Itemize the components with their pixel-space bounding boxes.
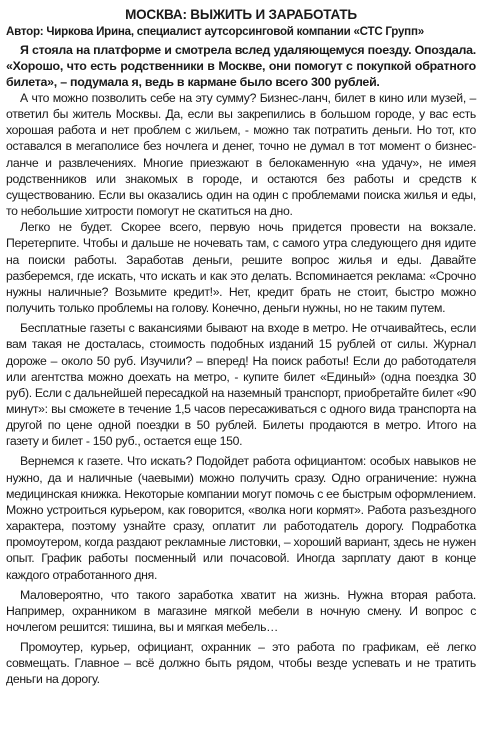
article-paragraph: А что можно позволить себе на эту сумму? Бизнес-ланч, билет в кино или музей, – ответил бы житель Москвы. Да, если вы закрепились в большом городе, у вас есть хорошая работа и нет проблем с жильем, - можно так потратить деньги. Но тот, кто оставался в мегаполисе без ночлега и денег, точно не думал в тот момент о бизнес-ланче и развлечениях. Многие приезжают в белокаменную «на удачу», не имея родственников или знакомых в городе, и остаются без работы и средств к существованию. Если вы оказались один на один с проблемами поиска жилья и еды, то небольшие хитрости помогут не скатиться на дно.	[6, 91, 476, 219]
article-paragraph: Маловероятно, что такого заработка хватит на жизнь. Нужна вторая работа. Например, охранником в магазине мягкой мебели в ночную смену. И вопрос с ночлегом решится: тишина, вы и мягкая мебель…	[6, 587, 476, 634]
article-paragraph: Вернемся к газете. Что искать? Подойдет работа официантом: особых навыков не нужно, да и наличные (чаевыми) можно получить сразу. Одно ограничение: нужна медицинская книжка. Некоторые компании могут помочь с ее быстрым оформлением. Можно устроиться курьером, как говорится, «волка ноги кормят». Работа разъездного характера, поэтому узнайте сразу, оплатит ли работодатель дорогу. Подработка промоутером, когда раздают рекламные листовки, – хороший вариант, здесь не нужен опыт. График работы посменный или почасовой. Иногда зарплату дают в конце каждого отработанного дня.	[6, 454, 476, 582]
article-title: МОСКВА: ВЫЖИТЬ И ЗАРАБОТАТЬ	[125, 7, 357, 22]
article-paragraph: Легко не будет. Скорее всего, первую ночь придется провести на вокзале. Перетерпите. Чтобы и дальше не ночевать там, с самого утра следующего дня идите на поиски работы. Заработав деньги, решите вопрос жилья и еды. Давайте разберемся, где искать, что искать и как это делать. Вспоминается реклама: «Срочно нужны наличные? Возьмите кредит!». Нет, кредит брать не стоит, быстро можно получить только проблемы на голову. Конечно, деньги нужны, но не таким путем.	[6, 220, 476, 316]
article-byline: Автор: Чиркова Ирина, специалист аутсорсинговой компании «СТС Групп»	[6, 25, 424, 38]
article-lead: Я стояла на платформе и смотрела вслед удаляющемуся поезду. Опоздала. «Хорошо, что есть родственники в Москве, они помогут с покупкой обратного билета», – подумала я, ведь в кармане было всего 300 рублей.	[6, 43, 476, 89]
article-paragraph: Промоутер, курьер, официант, охранник – это работа по графикам, её легко совмещать. Главное – всё должно быть рядом, чтобы везде успевать и не тратить деньги на дорогу.	[6, 640, 476, 687]
article-paragraph: Бесплатные газеты с вакансиями бывают на входе в метро. Не отчаивайтесь, если вам такая не досталась, стоимость подобных изданий 15 рублей от силы. Журнал дороже – около 50 руб. Изучили? – вперед! На поиск работы! Если до работодателя или агентства можно доехать на метро, - купите билет «Единый» (одна поездка 30 руб). Если с дальнейшей пересадкой на наземный транспорт, приобретайте билет «90 минут»: вы сможете в течение 1,5 часов пересаживаться с одного вида транспорта на другой по цене одной поездки в 50 рублей. Билеты продаются в метро. Итого на газету и билет - 150 руб., остается еще 150.	[6, 321, 476, 449]
